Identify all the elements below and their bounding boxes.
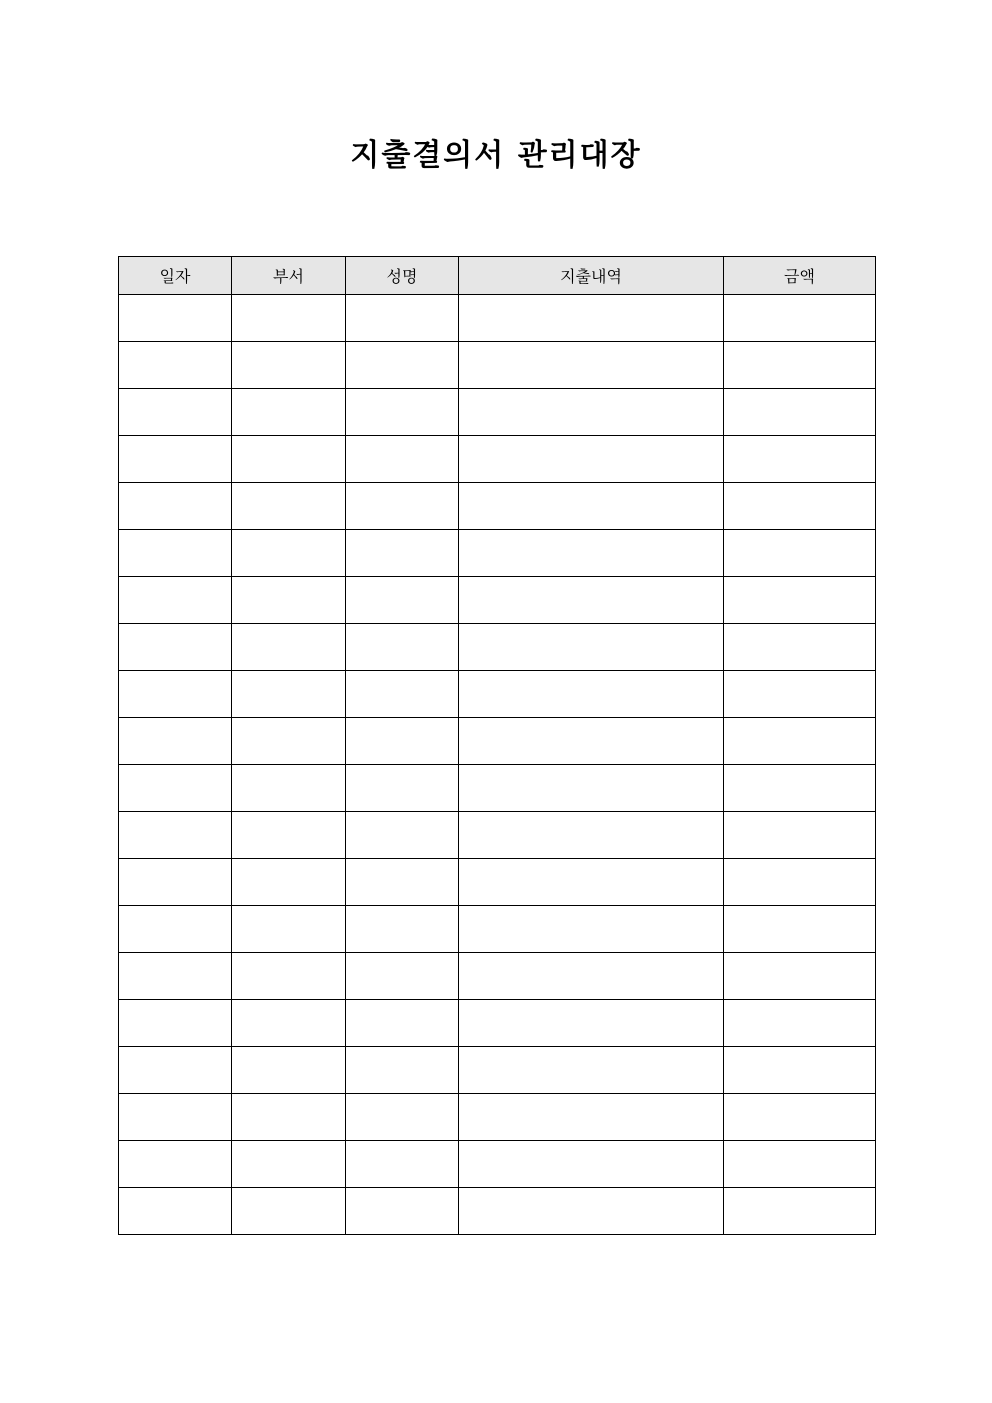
cell-date[interactable] <box>119 765 232 812</box>
cell-amount[interactable] <box>724 1141 876 1188</box>
column-header-details: 지출내역 <box>459 257 724 295</box>
cell-department[interactable] <box>232 1000 346 1047</box>
cell-amount[interactable] <box>724 1047 876 1094</box>
cell-date[interactable] <box>119 483 232 530</box>
table-row <box>119 577 876 624</box>
cell-details[interactable] <box>459 812 724 859</box>
cell-name[interactable] <box>346 1094 459 1141</box>
cell-name[interactable] <box>346 671 459 718</box>
table-row <box>119 906 876 953</box>
cell-department[interactable] <box>232 295 346 342</box>
column-header-date: 일자 <box>119 257 232 295</box>
table-row <box>119 295 876 342</box>
table-row <box>119 436 876 483</box>
cell-details[interactable] <box>459 859 724 906</box>
cell-name[interactable] <box>346 1000 459 1047</box>
cell-amount[interactable] <box>724 671 876 718</box>
cell-details[interactable] <box>459 765 724 812</box>
cell-name[interactable] <box>346 765 459 812</box>
table-row <box>119 530 876 577</box>
table-header-row <box>119 257 876 295</box>
cell-date[interactable] <box>119 906 232 953</box>
cell-details[interactable] <box>459 671 724 718</box>
table-row <box>119 483 876 530</box>
cell-name[interactable] <box>346 295 459 342</box>
cell-details[interactable] <box>459 483 724 530</box>
cell-amount[interactable] <box>724 906 876 953</box>
cell-details[interactable] <box>459 1141 724 1188</box>
cell-department[interactable] <box>232 483 346 530</box>
cell-details[interactable] <box>459 436 724 483</box>
cell-date[interactable] <box>119 812 232 859</box>
cell-date[interactable] <box>119 577 232 624</box>
column-header-name: 성명 <box>346 257 459 295</box>
column-header-department: 부서 <box>232 257 346 295</box>
table-row <box>119 1141 876 1188</box>
cell-department[interactable] <box>232 859 346 906</box>
cell-date[interactable] <box>119 671 232 718</box>
cell-department[interactable] <box>232 671 346 718</box>
cell-department[interactable] <box>232 765 346 812</box>
cell-date[interactable] <box>119 530 232 577</box>
cell-department[interactable] <box>232 953 346 1000</box>
cell-details[interactable] <box>459 342 724 389</box>
table-row <box>119 765 876 812</box>
cell-details[interactable] <box>459 718 724 765</box>
cell-department[interactable] <box>232 342 346 389</box>
cell-name[interactable] <box>346 530 459 577</box>
table-row <box>119 953 876 1000</box>
table-row <box>119 1188 876 1235</box>
cell-date[interactable] <box>119 859 232 906</box>
cell-name[interactable] <box>346 1047 459 1094</box>
cell-department[interactable] <box>232 577 346 624</box>
cell-name[interactable] <box>346 906 459 953</box>
cell-details[interactable] <box>459 1047 724 1094</box>
cell-amount[interactable] <box>724 624 876 671</box>
cell-date[interactable] <box>119 953 232 1000</box>
cell-name[interactable] <box>346 953 459 1000</box>
table-row <box>119 812 876 859</box>
table-row <box>119 718 876 765</box>
cell-amount[interactable] <box>724 483 876 530</box>
cell-name[interactable] <box>346 483 459 530</box>
cell-department[interactable] <box>232 718 346 765</box>
cell-date[interactable] <box>119 1141 232 1188</box>
cell-name[interactable] <box>346 389 459 436</box>
cell-amount[interactable] <box>724 436 876 483</box>
cell-department[interactable] <box>232 1047 346 1094</box>
cell-name[interactable] <box>346 859 459 906</box>
cell-name[interactable] <box>346 624 459 671</box>
column-header-amount: 금액 <box>724 257 876 295</box>
cell-department[interactable] <box>232 1094 346 1141</box>
cell-department[interactable] <box>232 624 346 671</box>
table-row <box>119 389 876 436</box>
cell-details[interactable] <box>459 953 724 1000</box>
cell-amount[interactable] <box>724 859 876 906</box>
cell-department[interactable] <box>232 530 346 577</box>
cell-date[interactable] <box>119 624 232 671</box>
cell-department[interactable] <box>232 389 346 436</box>
cell-amount[interactable] <box>724 812 876 859</box>
cell-name[interactable] <box>346 718 459 765</box>
cell-details[interactable] <box>459 389 724 436</box>
table-row <box>119 859 876 906</box>
cell-amount[interactable] <box>724 295 876 342</box>
cell-department[interactable] <box>232 436 346 483</box>
cell-details[interactable] <box>459 577 724 624</box>
cell-name[interactable] <box>346 1141 459 1188</box>
cell-details[interactable] <box>459 1188 724 1235</box>
table-row <box>119 624 876 671</box>
cell-details[interactable] <box>459 295 724 342</box>
cell-amount[interactable] <box>724 953 876 1000</box>
table-row <box>119 1094 876 1141</box>
table-body <box>119 295 876 1235</box>
cell-department[interactable] <box>232 1188 346 1235</box>
cell-name[interactable] <box>346 1188 459 1235</box>
cell-date[interactable] <box>119 1047 232 1094</box>
cell-amount[interactable] <box>724 1094 876 1141</box>
cell-details[interactable] <box>459 624 724 671</box>
page-title: 지출결의서 관리대장 <box>350 138 642 173</box>
cell-date[interactable] <box>119 1000 232 1047</box>
cell-date[interactable] <box>119 1094 232 1141</box>
cell-amount[interactable] <box>724 342 876 389</box>
cell-amount[interactable] <box>724 530 876 577</box>
cell-amount[interactable] <box>724 765 876 812</box>
cell-name[interactable] <box>346 577 459 624</box>
cell-department[interactable] <box>232 812 346 859</box>
table-row <box>119 1000 876 1047</box>
cell-department[interactable] <box>232 906 346 953</box>
cell-date[interactable] <box>119 1188 232 1235</box>
cell-department[interactable] <box>232 1141 346 1188</box>
cell-name[interactable] <box>346 342 459 389</box>
cell-details[interactable] <box>459 1094 724 1141</box>
cell-details[interactable] <box>459 906 724 953</box>
cell-date[interactable] <box>119 389 232 436</box>
table-row <box>119 671 876 718</box>
cell-details[interactable] <box>459 530 724 577</box>
cell-amount[interactable] <box>724 718 876 765</box>
cell-name[interactable] <box>346 812 459 859</box>
table-row <box>119 342 876 389</box>
cell-date[interactable] <box>119 436 232 483</box>
table-row <box>119 1047 876 1094</box>
cell-date[interactable] <box>119 295 232 342</box>
cell-amount[interactable] <box>724 1000 876 1047</box>
cell-date[interactable] <box>119 342 232 389</box>
cell-amount[interactable] <box>724 577 876 624</box>
cell-amount[interactable] <box>724 1188 876 1235</box>
cell-details[interactable] <box>459 1000 724 1047</box>
cell-date[interactable] <box>119 718 232 765</box>
cell-name[interactable] <box>346 436 459 483</box>
expense-ledger-table <box>118 256 876 1235</box>
cell-amount[interactable] <box>724 389 876 436</box>
